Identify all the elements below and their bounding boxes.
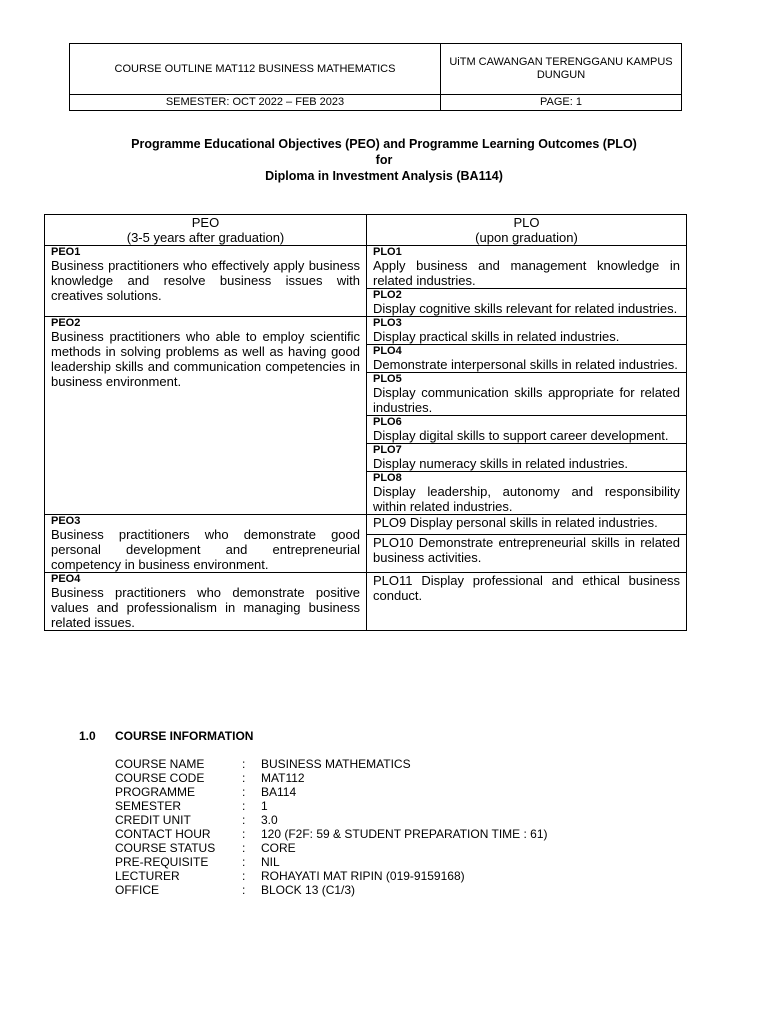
info-row [115, 813, 548, 827]
plo-code: PLO3 [373, 317, 402, 329]
peo3-cell [45, 515, 367, 573]
info-key: COURSE CODE [115, 771, 205, 785]
info-colon: : [242, 813, 246, 827]
info-key: LECTURER [115, 869, 180, 883]
plo9-cell [367, 515, 687, 535]
plo-text: PLO10 Demonstrate entrepreneurial skills in related business activities. [373, 534, 680, 565]
info-value: BLOCK 13 (C1/3) [261, 883, 356, 897]
info-key: CONTACT HOUR [115, 827, 211, 841]
plo1-cell [367, 246, 687, 289]
plo-code: PLO8 [373, 472, 402, 484]
peo-code: PEO4 [51, 573, 81, 585]
info-colon: : [242, 855, 246, 869]
header-table [69, 43, 682, 111]
plo11-cell [367, 573, 687, 631]
plo-text: PLO11 Display professional and ethical business conduct. [373, 573, 680, 603]
info-value: MAT112 [261, 771, 305, 785]
peo-text: Business practitioners who demonstrate good personal development and entrepreneurial competency in business environment. [51, 527, 360, 572]
info-colon: : [242, 841, 246, 855]
info-colon: : [242, 771, 246, 785]
info-colon: : [242, 827, 246, 841]
info-row [115, 785, 548, 799]
peo1-cell [45, 246, 367, 317]
info-row [115, 757, 548, 771]
title-line-1: Programme Educational Objectives (PEO) and Programme Learning Outcomes (PLO) [131, 137, 637, 151]
peo-text: Business practitioners who able to employ scientific methods in solving problems as well as having good leadership skills and communication competencies in business environment. [51, 329, 360, 389]
plo-text: Display communication skills appropriate for related industries. [373, 385, 680, 415]
info-value: BA114 [261, 785, 297, 799]
info-value: 1 [261, 799, 268, 813]
title-line-2: for [375, 153, 393, 167]
info-colon: : [242, 785, 246, 799]
info-row [115, 827, 548, 841]
info-value: CORE [261, 841, 296, 855]
course-outline-cell: COURSE OUTLINE MAT112 BUSINESS MATHEMATICS [70, 44, 441, 95]
peo-header [45, 215, 367, 246]
peo-text: Business practitioners who demonstrate positive values and professionalism in managing business related issues. [51, 585, 360, 630]
plo4-cell [367, 345, 687, 373]
peo2-cell [45, 317, 367, 515]
plo-subheader-label: (upon graduation) [475, 230, 578, 245]
plo6-cell [367, 416, 687, 444]
plo-text: Display practical skills in related industries. [373, 329, 620, 344]
course-info-table [115, 757, 548, 897]
semester-cell: SEMESTER: OCT 2022 – FEB 2023 [70, 95, 441, 111]
plo8-cell [367, 472, 687, 515]
info-key: CREDIT UNIT [115, 813, 191, 827]
plo2-cell [367, 289, 687, 317]
plo-text: Display digital skills to support career development. [373, 428, 669, 443]
info-key: PRE-REQUISITE [115, 855, 209, 869]
info-colon: : [242, 799, 246, 813]
info-row [115, 799, 548, 813]
plo-header-label: PLO [513, 215, 540, 230]
plo-text: PLO9 Display personal skills in related industries. [373, 515, 658, 530]
info-value: 120 (F2F: 59 & STUDENT PREPARATION TIME : 61) [261, 827, 548, 841]
plo-code: PLO4 [373, 345, 402, 357]
plo-text: Display leadership, autonomy and responsibility within related industries. [373, 484, 680, 514]
plo-header [367, 215, 687, 246]
document-title [0, 136, 768, 184]
campus-cell: UiTM CAWANGAN TERENGGANU KAMPUS DUNGUN [441, 44, 682, 95]
info-colon: : [242, 869, 246, 883]
info-row [115, 841, 548, 855]
section-heading [79, 729, 253, 743]
info-value: ROHAYATI MAT RIPIN (019-9159168) [261, 869, 465, 883]
peo4-cell [45, 573, 367, 631]
plo-code: PLO1 [373, 246, 402, 258]
info-row [115, 771, 548, 785]
plo-code: PLO7 [373, 444, 402, 456]
plo5-cell [367, 373, 687, 416]
section-number: 1.0 [79, 729, 96, 743]
plo-text: Apply business and management knowledge in related industries. [373, 258, 680, 288]
plo7-cell [367, 444, 687, 472]
peo-code: PEO2 [51, 317, 81, 329]
section-title: COURSE INFORMATION [115, 729, 254, 743]
info-colon: : [242, 883, 246, 897]
info-row [115, 869, 548, 883]
peo-text: Business practitioners who effectively apply business knowledge and resolve business issues with creatives solutions. [51, 258, 360, 303]
info-row [115, 855, 548, 869]
info-key: COURSE STATUS [115, 841, 216, 855]
plo-code: PLO6 [373, 416, 402, 428]
plo-text: Demonstrate interpersonal skills in related industries. [373, 357, 678, 372]
info-key: SEMESTER [115, 799, 182, 813]
info-value: NIL [261, 855, 280, 869]
info-value: 3.0 [261, 813, 278, 827]
peo-code: PEO1 [51, 246, 81, 258]
info-key: PROGRAMME [115, 785, 196, 799]
info-row [115, 883, 548, 897]
title-line-3: Diploma in Investment Analysis (BA114) [265, 169, 503, 183]
plo-text: Display cognitive skills relevant for related industries. [373, 301, 678, 316]
peo-code: PEO3 [51, 515, 81, 527]
peo-plo-table [44, 214, 687, 631]
peo-header-label: PEO [191, 215, 220, 230]
page-cell: PAGE: 1 [441, 95, 682, 111]
plo3-cell [367, 317, 687, 345]
info-key: COURSE NAME [115, 757, 205, 771]
plo-code: PLO5 [373, 373, 402, 385]
info-colon: : [242, 757, 246, 771]
info-key: OFFICE [115, 883, 159, 897]
plo-text: Display numeracy skills in related industries. [373, 456, 629, 471]
peo-subheader-label: (3-5 years after graduation) [126, 230, 285, 245]
plo-code: PLO2 [373, 289, 402, 301]
info-value: BUSINESS MATHEMATICS [261, 757, 411, 771]
plo10-cell [367, 534, 687, 572]
